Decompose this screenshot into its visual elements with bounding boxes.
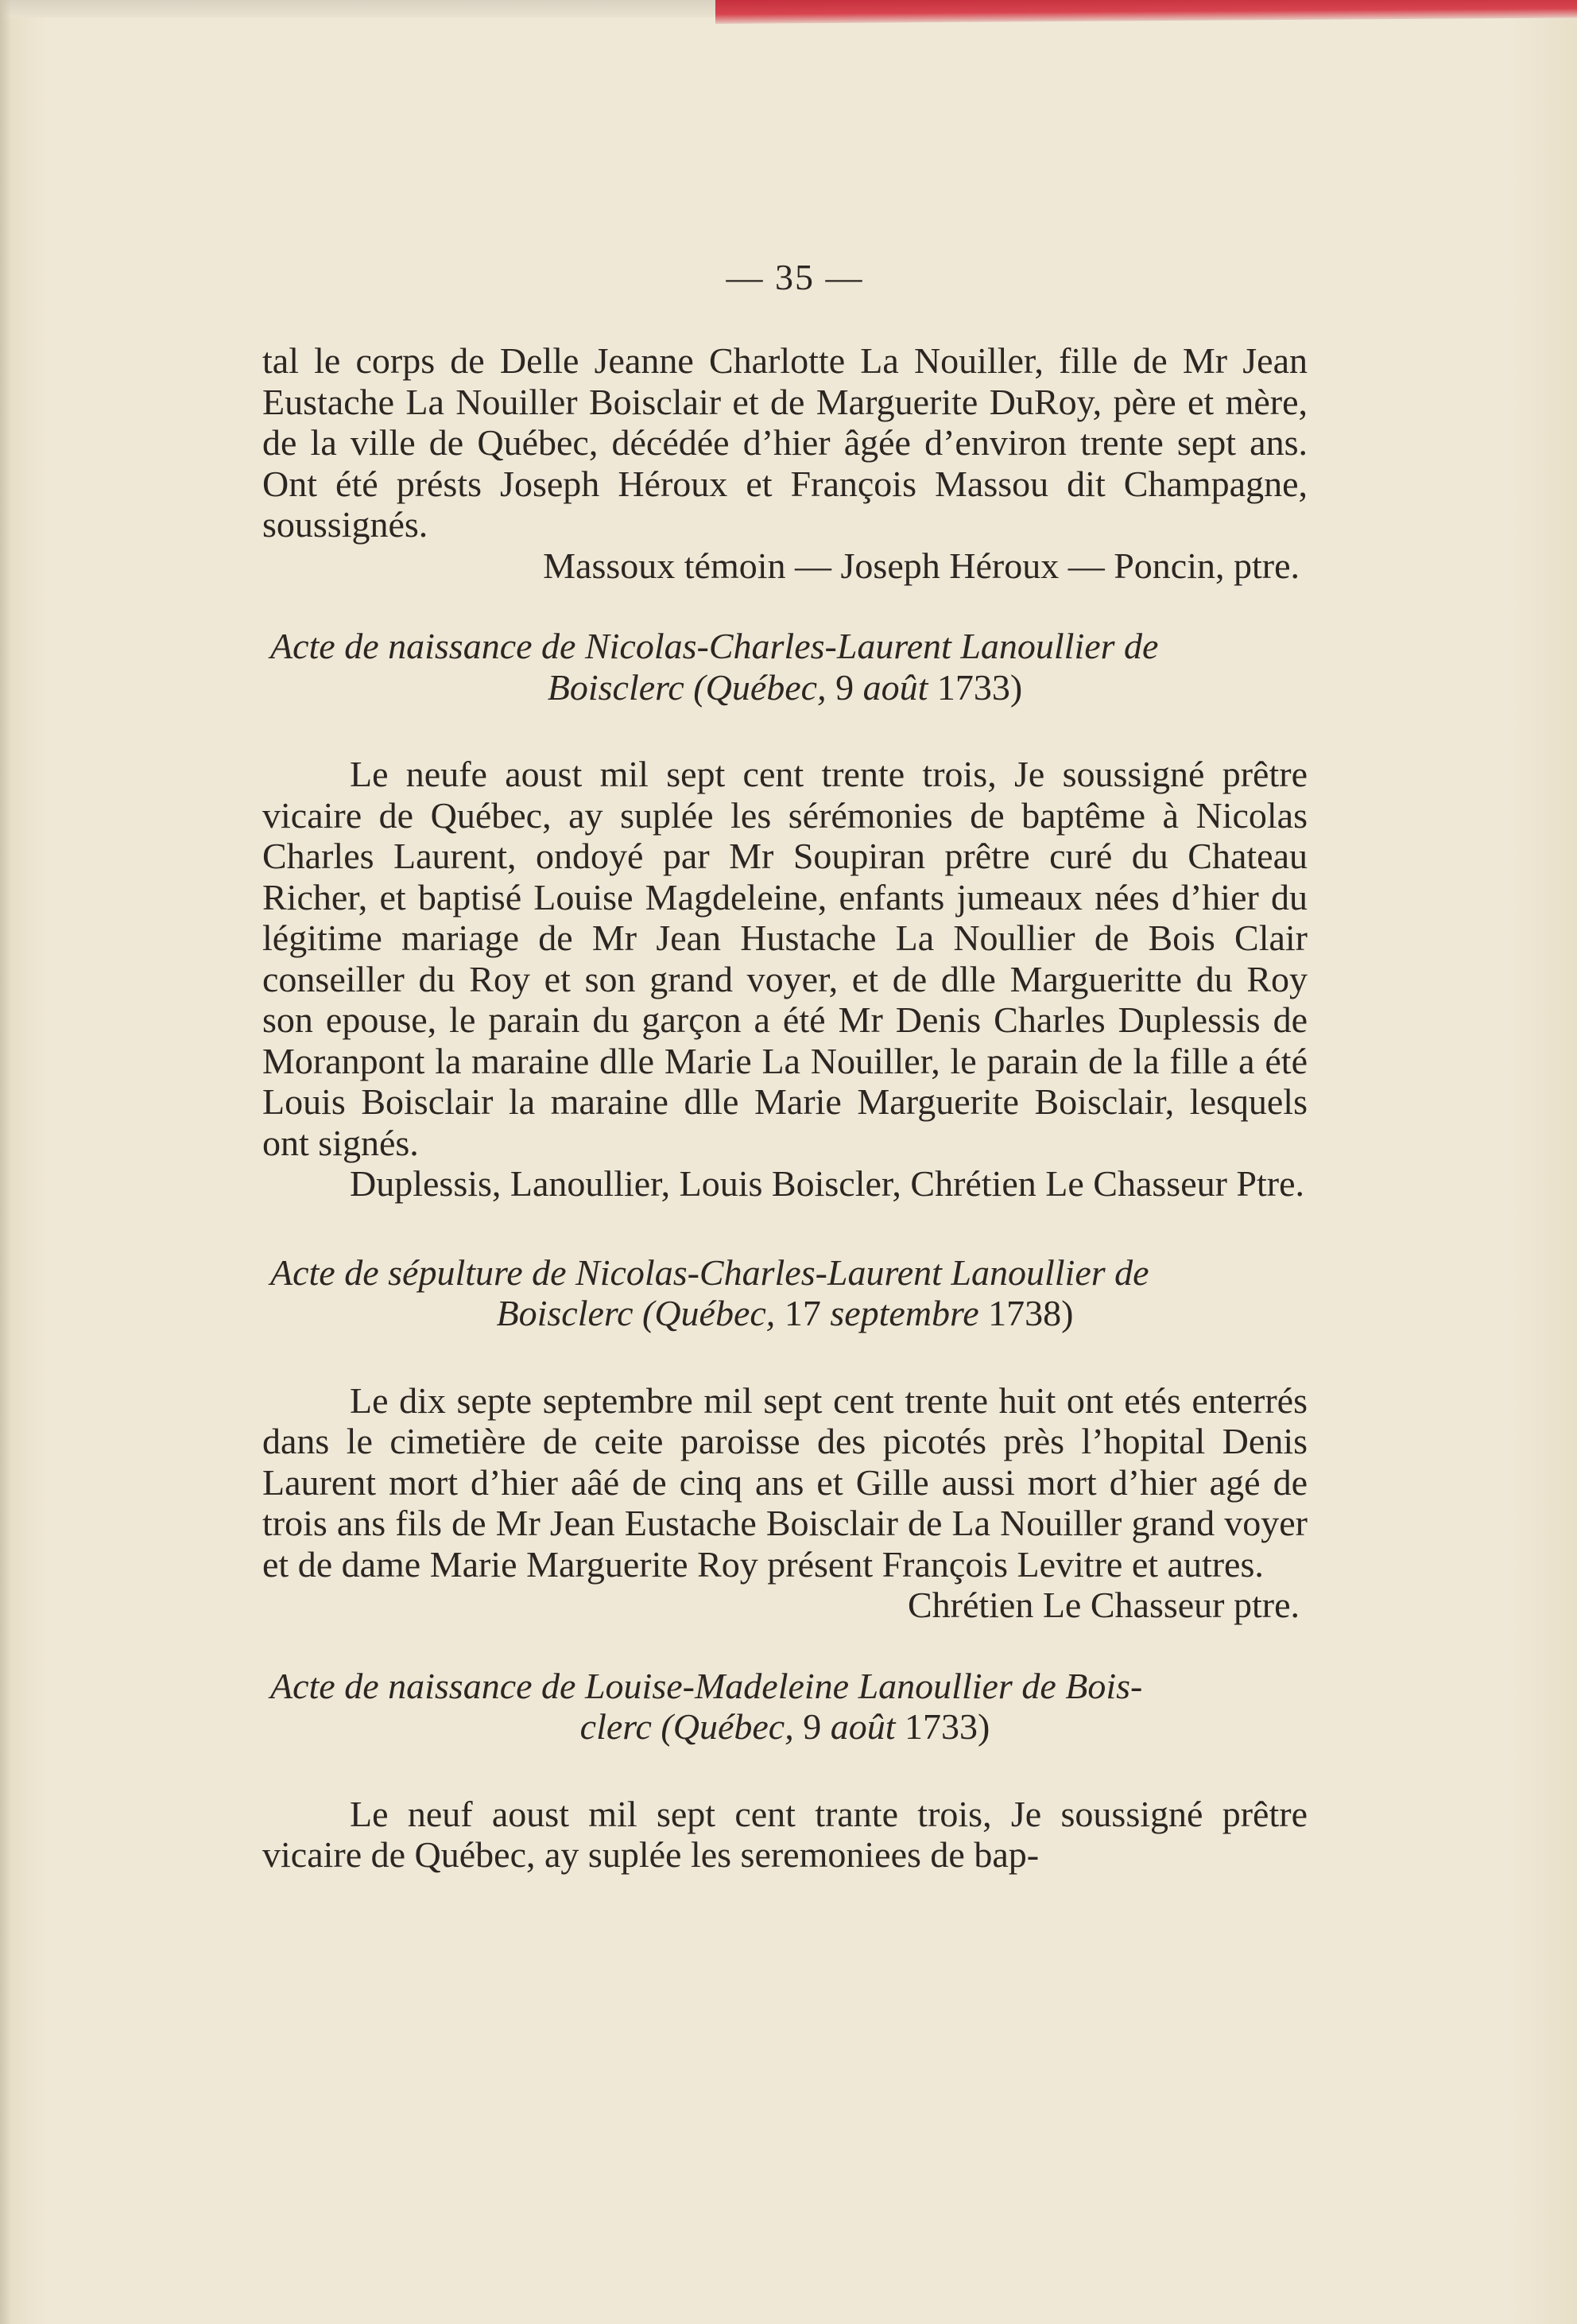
spacer xyxy=(262,586,1308,626)
paragraph-continuation: tal le corps de Delle Jeanne Charlotte La Nouiller, fille de Mr Jean Eustache La Nouiller Boisclair et de Marguerite DuRoy, père et mère, de la ville de Québec, décédée d’hier âgée d’environ trente sept ans. Ont été présts Joseph Héroux et François Massou dit Champagne, soussignés. xyxy=(262,340,1308,545)
spacer xyxy=(262,1205,1308,1252)
heading-year: 1738) xyxy=(988,1293,1074,1333)
spacer xyxy=(262,1334,1308,1380)
heading-text: clerc ( xyxy=(579,1706,673,1747)
heading-day: 9 xyxy=(803,1706,822,1747)
page-body xyxy=(262,340,1308,1876)
binding-shadow xyxy=(0,0,11,2324)
spacer xyxy=(262,1748,1308,1794)
heading-line: Acte de naissance de Nicolas-Charles-Laurent Lanoullier de xyxy=(270,626,1159,666)
heading-line xyxy=(262,1706,1308,1748)
spacer xyxy=(262,1626,1308,1666)
heading-month: août xyxy=(862,666,928,708)
paragraph-birth-record: Le neufe aoust mil sept cent trente trois, Je soussigné prêtre vicaire de Québec, ay suplée les sérémonies de baptême à Nicolas Charles Laurent, ondoyé par Mr Soupiran prêtre curé du Chateau Richer, et baptisé Louise Magdeleine, enfants jumeaux nées d’hier du légitime mariage de Mr Jean Hustache La Noullier de Bois Clair conseiller du Roy et son grand voyer, et de dlle Margueritte du Roy son epouse, le parain du garçon a été Mr Denis Charles Duplessis de Moranpont la maraine dlle Marie La Nouiller, le parain de la fille a été Louis Boisclair la maraine dlle Marie Marguerite Boisclair, lesquels ont signés. xyxy=(262,754,1308,1163)
heading-line: Acte de sépulture de Nicolas-Charles-Laurent Lanoullier de xyxy=(270,1251,1149,1293)
signatures-line: Duplessis, Lanoullier, Louis Boiscler, Chrétien Le Chasseur Ptre. xyxy=(350,1163,1305,1204)
heading-day: 17 xyxy=(784,1293,821,1333)
heading-day: 9 xyxy=(835,666,854,708)
heading-year: 1733) xyxy=(904,1706,990,1747)
heading-line xyxy=(262,667,1308,708)
page-number: — 35 — xyxy=(726,257,864,297)
section-heading-burial-nicolas xyxy=(262,1252,1308,1334)
signatures-line: Chrétien Le Chasseur ptre. xyxy=(907,1585,1300,1625)
heading-month: septembre xyxy=(830,1293,979,1333)
heading-line: Acte de naissance de Louise-Madeleine Lanoullier de Bois- xyxy=(270,1665,1143,1706)
signatures-line: Massoux témoin — Joseph Héroux — Poncin, ptre. xyxy=(543,545,1300,586)
red-cover-edge xyxy=(715,0,1577,24)
spacer xyxy=(262,708,1308,754)
paragraph-birth-record-louise: Le neuf aoust mil sept cent trante trois, Je soussigné prêtre vicaire de Québec, ay suplée les seremoniees de bap- xyxy=(262,1793,1308,1875)
heading-text: Boisclerc ( xyxy=(496,1293,655,1333)
heading-place: Québec, xyxy=(705,666,827,708)
heading-place: Québec, xyxy=(654,1293,776,1333)
section-heading-birth-louise xyxy=(262,1666,1308,1748)
heading-line xyxy=(262,1293,1308,1334)
heading-month: août xyxy=(830,1706,896,1747)
heading-year: 1733) xyxy=(936,666,1023,708)
section-heading-birth-nicolas xyxy=(262,626,1308,708)
heading-text: Boisclerc ( xyxy=(547,666,706,708)
heading-place: Québec, xyxy=(672,1706,794,1747)
paragraph-burial-record: Le dix septe septembre mil sept cent trente huit ont etés enterrés dans le cimetière de ceite paroisse des picotés près l’hopital Denis Laurent mort d’hier aâé de cinq ans et Gille aussi mort d’hier agé de trois ans fils de Mr Jean Eustache Boisclair de La Nouiller grand voyer et de dame Marie Marguerite Roy présent François Levitre et autres. xyxy=(262,1379,1308,1585)
